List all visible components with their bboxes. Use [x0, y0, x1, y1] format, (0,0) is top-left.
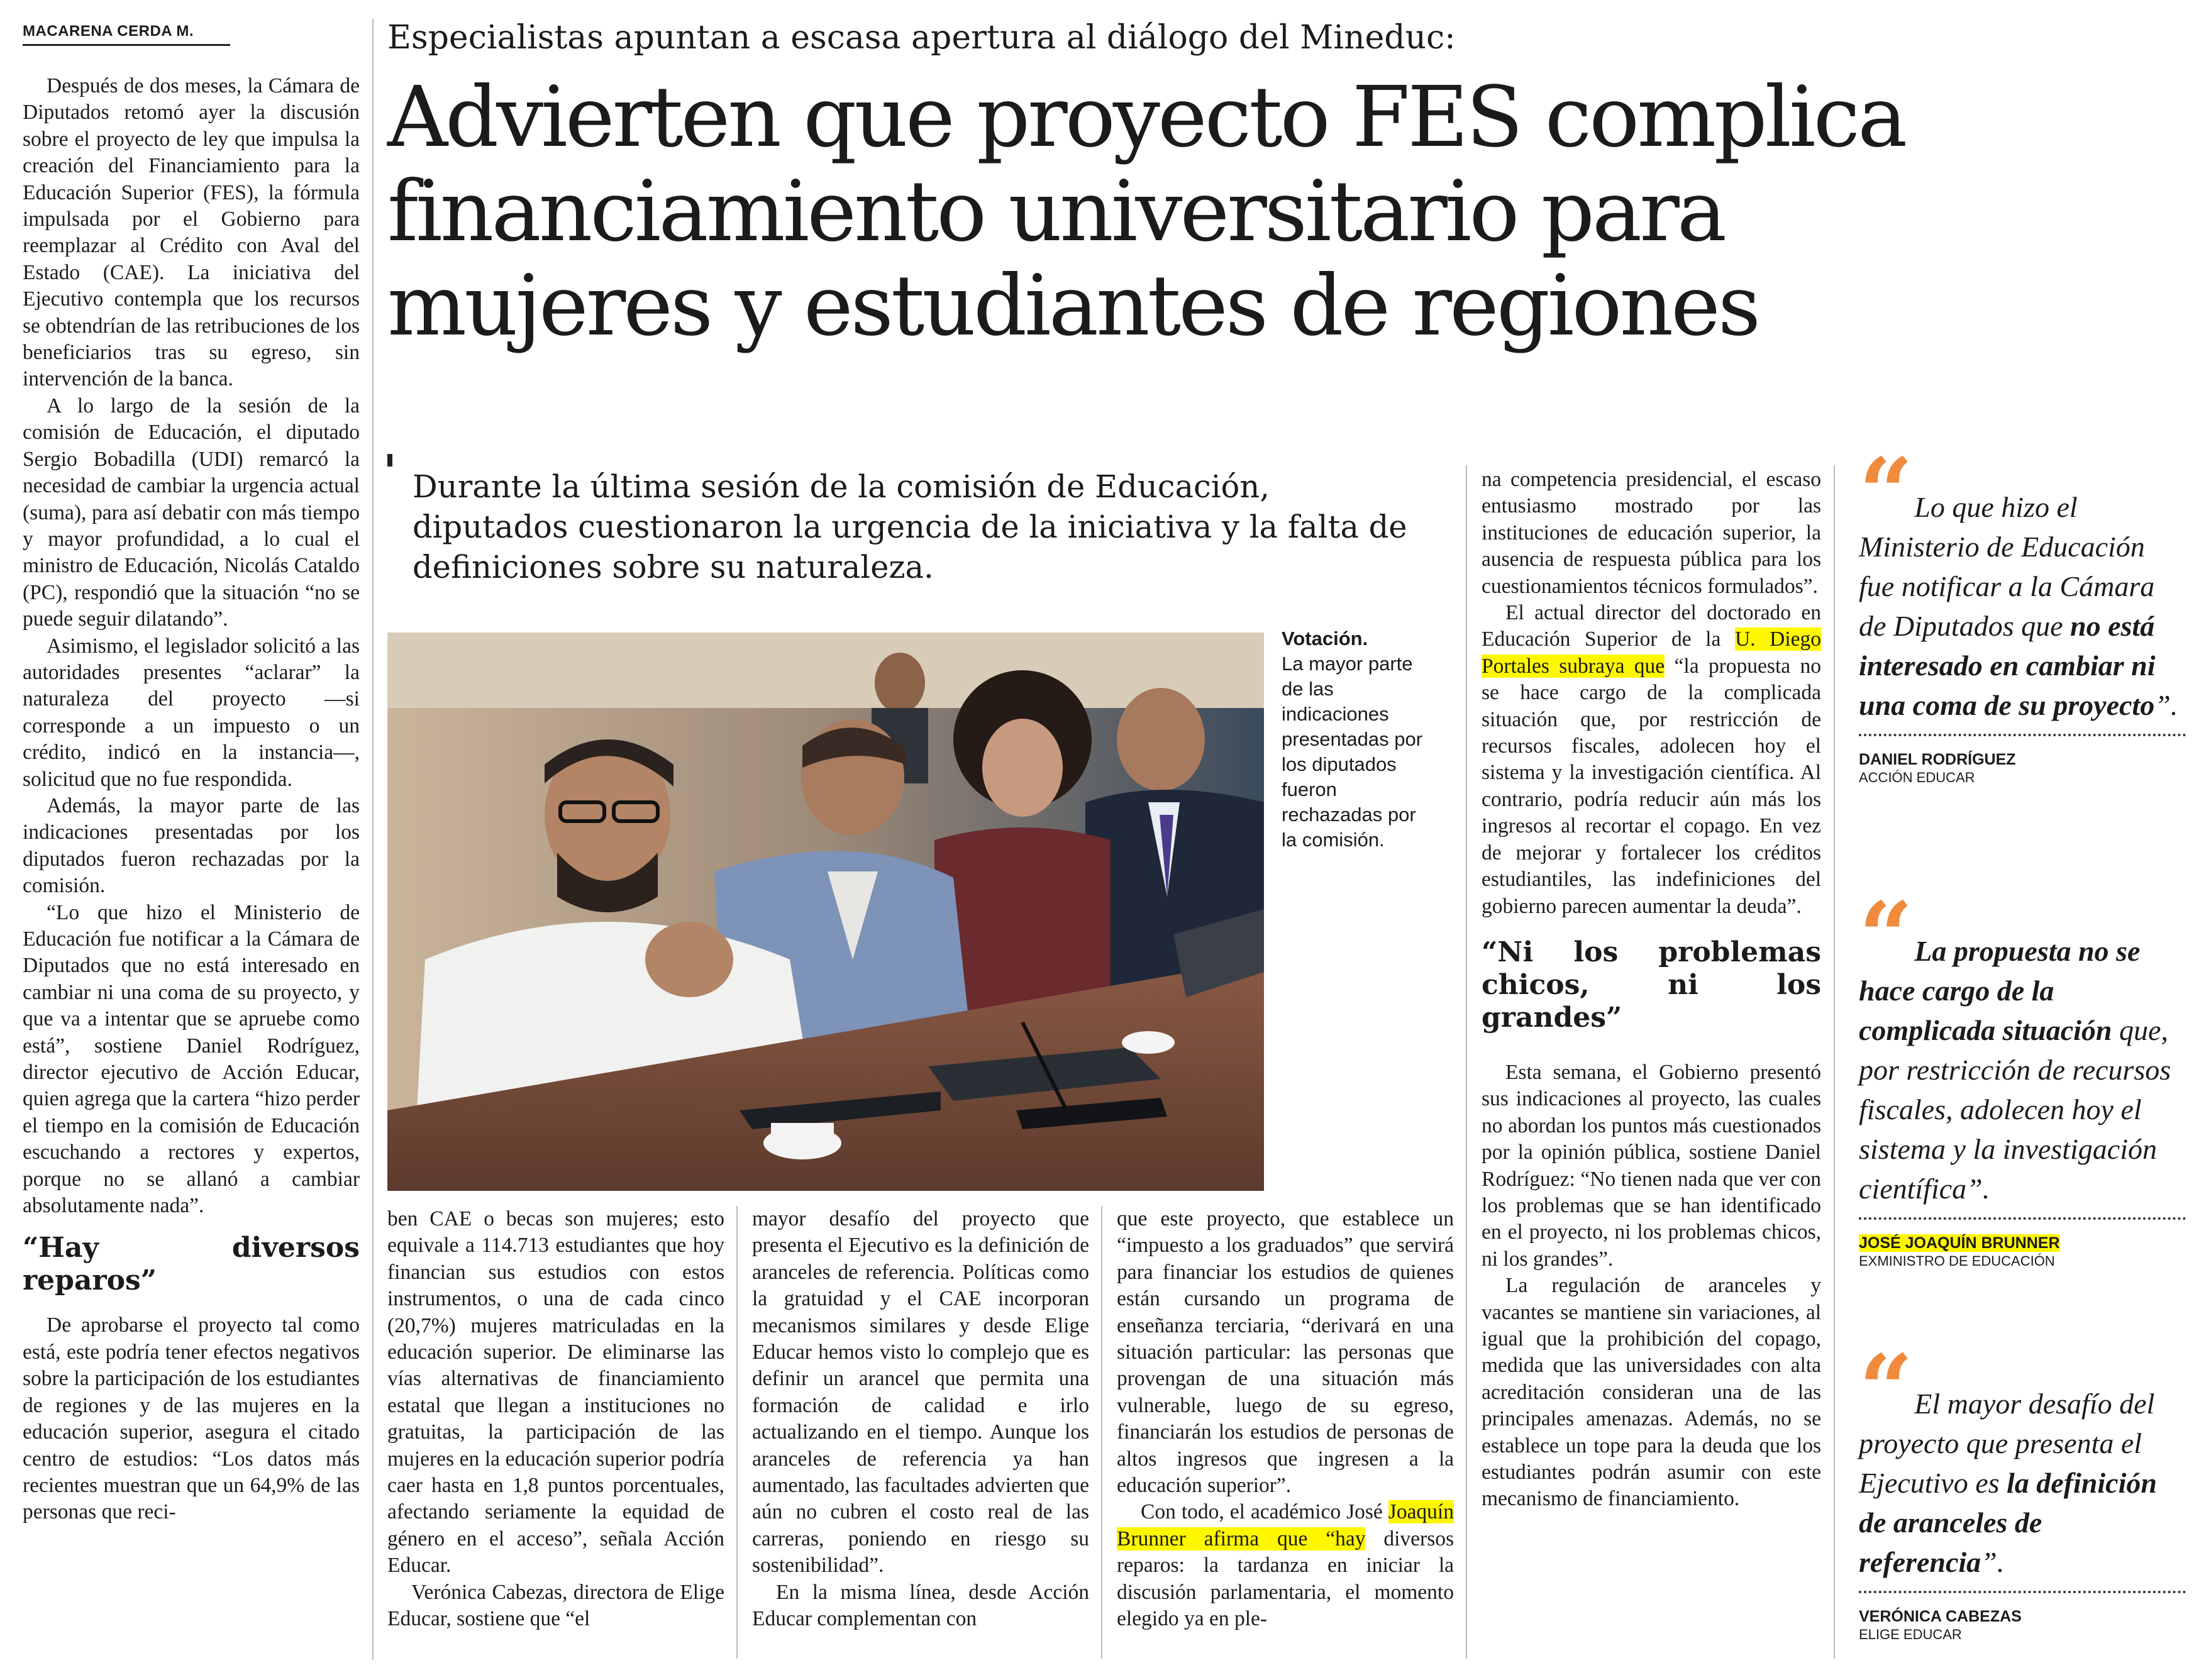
news-photo	[387, 633, 1264, 1191]
subhead: “Hay diversos reparos”	[23, 1232, 360, 1297]
highlighted-text: Joaquín Brunner afirma que “hay	[1117, 1500, 1454, 1550]
paragraph: Además, la mayor parte de las indicaciones presentadas por los diputados fueron rechazadas por la comisión.	[23, 793, 360, 898]
caption-label: Votación.	[1282, 627, 1368, 649]
deck-marker	[387, 454, 392, 467]
deck	[413, 467, 1456, 587]
photo-caption	[1282, 626, 1432, 853]
quote-mark-icon: “	[1859, 1334, 1906, 1445]
deck-line: definiciones sobre su naturaleza.	[413, 549, 934, 585]
byline: MACARENA CERDA M.	[23, 23, 230, 46]
paragraph: Verónica Cabezas, directora de Elige Educar, sostiene que “el	[387, 1580, 724, 1631]
pull-quote	[1859, 1334, 2186, 1644]
quote-author: JOSÉ JOAQUÍN BRUNNER	[1859, 1234, 2060, 1252]
quote-mark-icon: “	[1859, 438, 1906, 548]
text-run: diversos reparos: la tardanza en iniciar la discusión parlamentaria, el momento elegido ya en ple-	[1117, 1527, 1455, 1631]
headline-line: Advierten que proyecto FES complica	[387, 69, 1905, 166]
paragraph	[1117, 1499, 1454, 1632]
article-column-4	[1117, 1206, 1454, 1633]
headline	[387, 70, 2198, 353]
article-column-5	[1482, 467, 1821, 1513]
headline-line: financiamiento universitario para	[387, 163, 1725, 260]
quote-text: “ La propuesta no se hace cargo de la complicada situación que, por restricción de recursos fiscales, adolecen hoy el sistema y la investigación científica”.	[1859, 881, 2171, 1205]
article-column-2	[387, 1206, 724, 1633]
column-divider	[1834, 465, 1835, 1659]
quote-author-role: ACCIÓN EDUCAR	[1859, 770, 1975, 785]
quote-author: DANIEL RODRÍGUEZ	[1859, 751, 2016, 768]
paragraph: La regulación de aranceles y vacantes se mantiene sin variaciones, al igual que la prohibición del copago, medida que las universidades con alta acreditación consideran una de las principales amenazas. Además, no se establece un tope para la deuda que los estudiantes podrán asumir con este mecanismo de financiamiento.	[1482, 1274, 1821, 1511]
paragraph: ben CAE o becas son mujeres; esto equivale a 114.713 estudiantes que hoy financian sus estudios con estos instrumentos, o una de cada cinco (20,7%) mujeres matriculadas en la educación superior. De eliminarse las vías alternativas de financiamiento estatal que llegan a instituciones no gratuitas, la participación de las mujeres en la educación superior podría caer hasta en 1,8 puntos porcentuales, afectando seriamente la equidad de género en el acceso”, señala Acción Educar.	[387, 1207, 724, 1578]
paragraph: mayor desafío del proyecto que presenta el Ejecutivo es la definición de aranceles de referencia. Políticas como la gratuidad y el CAE incorporan mecanismos similares y desde Elige Educar hemos visto lo complejo que es definir un arancel que permita una formación de calidad e irlo actualizando en el tiempo. Aunque los aranceles de referencia ya han aumentado, las facultades advierten que aún no cubren el costo real de las carreras, poniendo en riesgo su sostenibilidad”.	[752, 1207, 1089, 1578]
quote-author-role: EXMINISTRO DE EDUCACIÓN	[1859, 1253, 2055, 1269]
quote-text: “ El mayor desafío del proyecto que presenta el Ejecutivo es la definición de aranceles de referencia”.	[1859, 1334, 2157, 1578]
headline-line: mujeres y estudiantes de regiones	[387, 258, 1759, 355]
subhead: “Ni los problemas chicos, ni los grandes”	[1482, 936, 1821, 1034]
quote-attribution	[1859, 1234, 2186, 1252]
quote-mark-icon: “	[1859, 881, 1906, 992]
kicker: Especialistas apuntan a escasa apertura al diálogo del Mineduc:	[387, 19, 1456, 57]
column-divider	[1466, 465, 1467, 1659]
column-divider	[1101, 1206, 1102, 1659]
quote-author: VERÓNICA CABEZAS	[1859, 1608, 2022, 1625]
article-column-1	[23, 73, 360, 1526]
pull-quote	[1859, 881, 2186, 1270]
quote-text: “ Lo que hizo el Ministerio de Educación fue notificar a la Cámara de Diputados que no está interesado en cambiar ni una coma de su proyecto”.	[1859, 438, 2178, 721]
quote-author-role: ELIGE EDUCAR	[1859, 1627, 1962, 1642]
column-divider	[736, 1206, 738, 1659]
paragraph	[1482, 600, 1821, 920]
article-column-3	[752, 1206, 1089, 1633]
text-run: Con todo, el académico José	[1141, 1500, 1388, 1524]
text-run: El actual director del doctorado en Educación Superior de la	[1482, 601, 1821, 651]
highlighted-text: U. Diego Portales subraya que	[1482, 627, 1822, 678]
paragraph: Asimismo, el legislador solicitó a las autoridades presentes “aclarar” la naturaleza del proyecto —si corresponde a un impuesto o un crédito, indicó en la instancia—, solicitud que no fue respondida.	[23, 634, 360, 791]
paragraph: A lo largo de la sesión de la comisión de Educación, el diputado Sergio Bobadilla (UDI) remarcó la necesidad de cambiar la urgencia actual (suma), para así debatir con más tiempo y mayor profundidad, a lo cual el ministro de Educación, Nicolás Cataldo (PC), respondió que la situación “no se puede seguir dilatando”.	[23, 394, 360, 631]
paragraph: Después de dos meses, la Cámara de Diputados retomó ayer la discusión sobre el proyecto de ley que impulsa la creación del Financiamiento para la Educación Superior (FES), la fórmula impulsada por el Gobierno para reemplazar al Crédito con Aval del Estado (CAE). La iniciativa del Ejecutivo contempla que los recursos se obtendrían de las retribuciones de los beneficiarios tras su egreso, sin intervención de la banca.	[23, 74, 360, 391]
paragraph: En la misma línea, desde Acción Educar complementan con	[752, 1580, 1089, 1631]
photo-illustration	[387, 633, 1264, 1191]
paragraph: Esta semana, el Gobierno presentó sus indicaciones al proyecto, las cuales no abordan los puntos más cuestionados por la opinión pública, sostiene Daniel Rodríguez: “No tienen nada que ver con los problemas que se han identificado en el proyecto, ni los problemas chicos, ni los grandes”.	[1482, 1060, 1821, 1271]
column-divider	[372, 19, 374, 1660]
quote-divider	[1859, 1217, 2186, 1220]
paragraph: De aprobarse el proyecto tal como está, este podría tener efectos negativos sobre la participación de los estudiantes de regiones y de las mujeres en la educación superior, asegura el citado centro de estudios: “Los datos más recientes muestran que un 64,9% de las personas que reci-	[23, 1313, 360, 1524]
quote-divider	[1859, 734, 2186, 736]
paragraph: na competencia presidencial, el escaso entusiasmo mostrado por las instituciones de educación superior, la ausencia de respuesta pública para los cuestionamientos técnicos formulados”.	[1482, 468, 1821, 598]
text-run: “la propuesta no se hace cargo de la complicada situación que, por restricción de recursos fiscales, adolecen hoy el sistema y la investigación científica. Al contrario, podría reducir aún más los ingresos al recortar el copago. En vez de mejorar y fortalecer los créditos estudiantiles, las indefiniciones del gobierno parecen aumentar la deuda”.	[1482, 654, 1821, 918]
quote-divider	[1859, 1591, 2186, 1593]
paragraph: “Lo que hizo el Ministerio de Educación fue notificar a la Cámara de Diputados que no está interesado en cambiar ni una coma de su proyecto, y que va a intentar que se apruebe como está”, sostiene Daniel Rodríguez, director ejecutivo de Acción Educar, quien agrega que la cartera “hizo perder el tiempo en la comisión de Educación escuchando a rectores y expertos, porque no se allanó a cambiar absolutamente nada”.	[23, 900, 360, 1218]
caption-text: La mayor parte de las indicaciones presentadas por los diputados fueron rechazadas por la comisión.	[1282, 653, 1423, 851]
paragraph: que este proyecto, que establece un “impuesto a los graduados” que servirá para financiar los estudios de quienes están cursando un programa de enseñanza terciaria, “derivará en una situación particular: las personas que provengan de una situación más vulnerable, luego de su egreso, financiarán los estudios de personas de altos ingresos que ingresen a la educación superior”.	[1117, 1207, 1454, 1498]
deck-line: Durante la última sesión de la comisión de Educación,	[413, 468, 1270, 505]
deck-line: diputados cuestionaron la urgencia de la iniciativa y la falta de	[413, 509, 1407, 545]
pull-quote	[1859, 438, 2186, 787]
